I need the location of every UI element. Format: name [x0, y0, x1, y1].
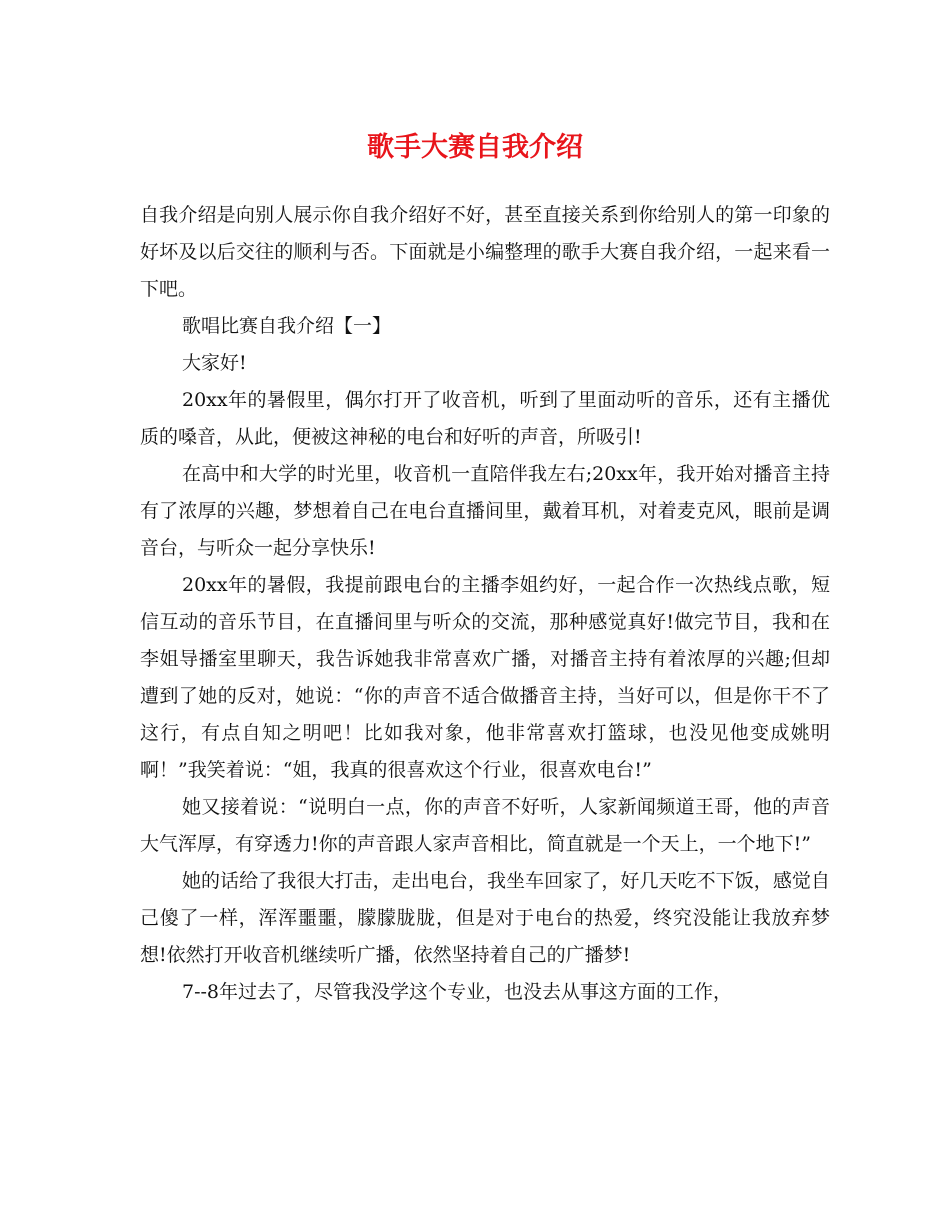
- document-title: 歌手大赛自我介绍: [367, 132, 583, 163]
- greeting-paragraph: 大家好!: [182, 352, 247, 374]
- body-paragraph: 她又接着说：“说明白一点，你的声音不好听，人家新闻频道王哥，他的声音大气浑厚，有穿透力!你的声音跟人家声音相比，简直就是一个天上，一个地下!”: [140, 796, 830, 855]
- body-paragraph: 20xx年的暑假，我提前跟电台的主播李姐约好，一起合作一次热线点歌，短信互动的音乐节目，在直播间里与听众的交流，那种感觉真好!做完节目，我和在李姐导播室里聊天，我告诉她我非常喜欢广播，对播音主持有着浓厚的兴趣;但却遭到了她的反对，她说：“你的声音不适合做播音主持，当好可以，但是你干不了这行，有点自知之明吧！比如我对象，他非常喜欢打篮球，也没见他变成姚明啊！”我笑着说：“姐，我真的很喜欢这个行业，很喜欢电台!”: [140, 574, 830, 781]
- section-heading: 歌唱比赛自我介绍【一】: [182, 315, 392, 337]
- body-paragraph: 7--8年过去了，尽管我没学这个专业，也没去从事这方面的工作，: [182, 981, 733, 1003]
- intro-paragraph: 自我介绍是向别人展示你自我介绍好不好，甚至直接关系到你给别人的第一印象的好坏及以后交往的顺利与否。下面就是小编整理的歌手大赛自我介绍，一起来看一下吧。: [140, 204, 830, 300]
- body-paragraph: 她的话给了我很大打击，走出电台，我坐车回家了，好几天吃不下饭，感觉自己傻了一样，浑浑噩噩，朦朦胧胧，但是对于电台的热爱，终究没能让我放弃梦想!依然打开收音机继续听广播，依然坚持着自己的广播梦!: [140, 870, 830, 966]
- body-paragraph: 在高中和大学的时光里，收音机一直陪伴我左右;20xx年，我开始对播音主持有了浓厚的兴趣，梦想着自己在电台直播间里，戴着耳机，对着麦克风，眼前是调音台，与听众一起分享快乐!: [140, 463, 830, 559]
- body-paragraph: 20xx年的暑假里，偶尔打开了收音机，听到了里面动听的音乐，还有主播优质的嗓音，从此，便被这神秘的电台和好听的声音，所吸引!: [140, 389, 830, 448]
- document-body: [140, 197, 830, 1011]
